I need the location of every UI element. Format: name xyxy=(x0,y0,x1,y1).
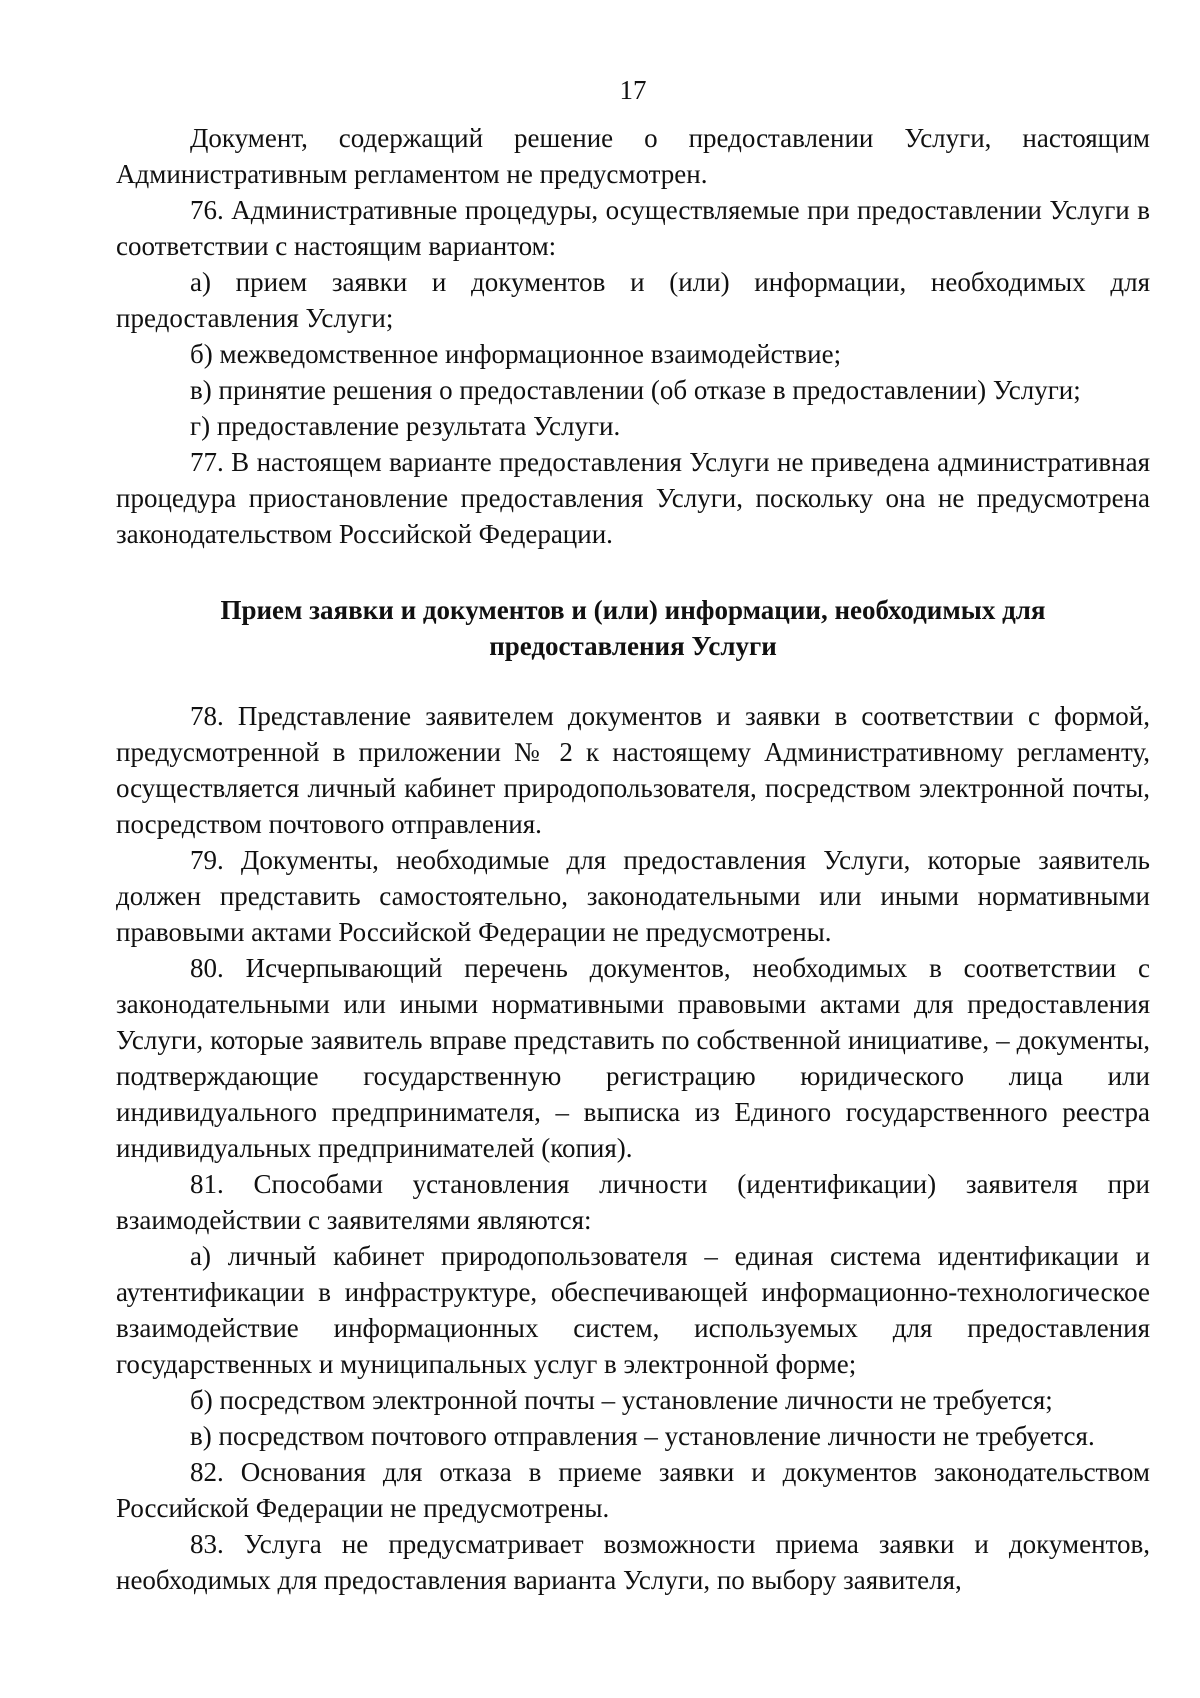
page-number: 17 xyxy=(619,75,647,105)
list-item-81v: в) посредством почтового отправления – установление личности не требуется. xyxy=(190,1421,1095,1451)
list-item-76v: в) принятие решения о предоставлении (об отказе в предоставлении) Услуги; xyxy=(190,375,1081,405)
paragraph-79: 79. Документы, необходимые для предоставления Услуги, которые заявитель должен представить самостоятельно, законодательными или иными нормативными правовыми актами Российской Федерации не предусмотрены. xyxy=(116,845,1150,947)
list-item-76b: б) межведомственное информационное взаимодействие; xyxy=(190,339,842,369)
paragraph-81: 81. Способами установления личности (идентификации) заявителя при взаимодействии с заявителями являются: xyxy=(116,1169,1150,1235)
paragraph-82: 82. Основания для отказа в приеме заявки и документов законодательством Российской Федерации не предусмотрены. xyxy=(116,1457,1150,1523)
list-item-81b: б) посредством электронной почты – установление личности не требуется; xyxy=(190,1385,1053,1415)
list-item-76a: а) прием заявки и документов и (или) информации, необходимых для предоставления Услуги; xyxy=(116,267,1150,333)
paragraph-83: 83. Услуга не предусматривает возможности приема заявки и документов, необходимых для предоставления варианта Услуги, по выбору заявителя, xyxy=(116,1529,1150,1595)
paragraph-76: 76. Административные процедуры, осуществляемые при предоставлении Услуги в соответствии с настоящим вариантом: xyxy=(116,195,1150,261)
document-page xyxy=(116,72,1150,1598)
paragraph-intro: Документ, содержащий решение о предоставлении Услуги, настоящим Административным регламентом не предусмотрен. xyxy=(116,123,1150,189)
list-item-76g: г) предоставление результата Услуги. xyxy=(190,411,621,441)
paragraph-78: 78. Представление заявителем документов и заявки в соответствии с формой, предусмотренной в приложении № 2 к настоящему Административному регламенту, осуществляется личный кабинет природопользователя, посредством электронной почты, посредством почтового отправления. xyxy=(116,701,1150,839)
list-item-81a: а) личный кабинет природопользователя – единая система идентификации и аутентификации в инфраструктуре, обеспечивающей информационно-технологическое взаимодействие информационных систем, используемых для предоставления государственных и муниципальных услуг в электронной форме; xyxy=(116,1241,1150,1379)
paragraph-77: 77. В настоящем варианте предоставления Услуги не приведена административная процедура приостановление предоставления Услуги, поскольку она не предусмотрена законодательством Российской Федерации. xyxy=(116,447,1150,549)
section-heading: Прием заявки и документов и (или) информации, необходимых для предоставления Услуги xyxy=(220,595,1046,661)
paragraph-80: 80. Исчерпывающий перечень документов, необходимых в соответствии с законодательными или иными нормативными правовыми актами для предоставления Услуги, которые заявитель вправе представить по собственной инициативе, – документы, подтверждающие государственную регистрацию юридического лица или индивидуального предпринимателя, – выписка из Единого государственного реестра индивидуальных предпринимателей (копия). xyxy=(116,953,1150,1163)
